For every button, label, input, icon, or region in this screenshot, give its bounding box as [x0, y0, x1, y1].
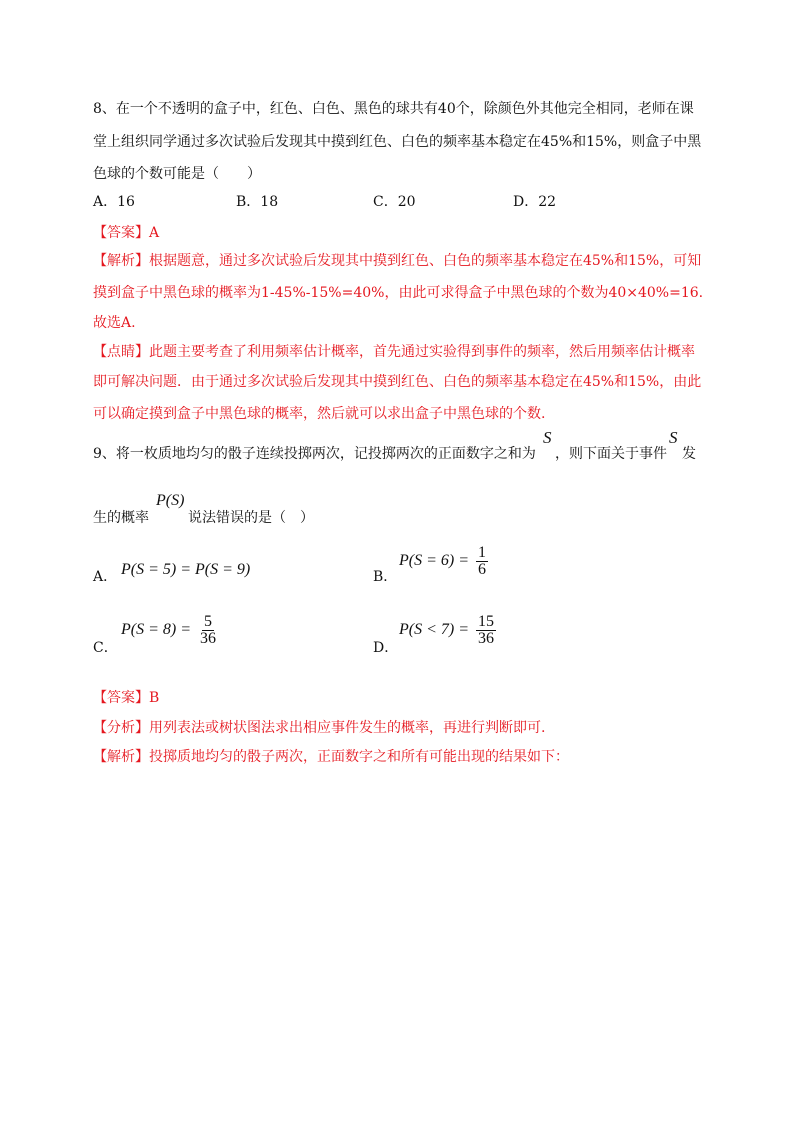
q9-option-c-lhs: P(S = 8) = — [121, 621, 192, 639]
q9-var-s-2: S — [669, 428, 678, 447]
q9-option-c-denominator: 36 — [200, 630, 217, 647]
q9-option-d-label: D． — [373, 640, 399, 656]
q9-option-b-fraction — [476, 545, 488, 578]
q9-stem-line2a: 生的概率 — [93, 510, 149, 526]
q8-stem-line2: 堂上组织同学通过多次试验后发现其中摸到红色、白色的频率基本稳定在45%和15%，则盒子中黑 — [93, 134, 702, 150]
q9-jiexi: 【解析】投掷质地均匀的骰子两次，正面数字之和所有可能出现的结果如下： — [93, 749, 569, 765]
q9-option-a-label: A． — [93, 569, 118, 585]
q9-option-b-formula — [399, 545, 488, 578]
q8-comment-line1: 【点睛】此题主要考查了利用频率估计概率，首先通过实验得到事件的频率，然后用频率估计概率 — [93, 344, 695, 360]
q9-option-d-numerator: 15 — [478, 613, 495, 630]
q8-option-d: D．22 — [513, 194, 557, 210]
q9-option-b-numerator: 1 — [478, 544, 487, 561]
q8-stem-line3: 色球的个数可能是（ ） — [93, 166, 261, 182]
q9-stem-line1a: 9、将一枚质地均匀的骰子连续投掷两次，记投掷两次的正面数字之和为 — [93, 446, 536, 462]
q9-option-b-label: B． — [373, 569, 398, 585]
q8-analysis-line2: 摸到盒子中黑色球的概率为1-45%-15%=40%，由此可求得盒子中黑色球的个数为40×40%=16. — [93, 285, 704, 301]
q9-option-b-denominator: 6 — [478, 561, 487, 578]
q9-option-c-label: C． — [93, 640, 118, 656]
q9-var-s-1: S — [543, 428, 552, 447]
q8-option-b: B．18 — [236, 194, 279, 210]
q8-analysis-line3: 故选A. — [93, 315, 136, 331]
q8-answer: 【答案】A — [93, 225, 160, 241]
q8-comment-line3: 可以确定摸到盒子中黑色球的概率，然后就可以求出盒子中黑色球的个数. — [93, 406, 546, 422]
q9-option-d-denominator: 36 — [478, 630, 495, 647]
q8-comment-line2: 即可解决问题．由于通过多次试验后发现其中摸到红色、白色的频率基本稳定在45%和15%，由此 — [93, 374, 702, 390]
q9-option-c-formula — [121, 614, 218, 647]
q8-option-a: A．16 — [93, 194, 135, 210]
q8-stem-line1: 8、在一个不透明的盒子中，红色、白色、黑色的球共有40个，除颜色外其他完全相同，老师在课 — [93, 101, 694, 117]
q9-option-d-lhs: P(S < 7) = — [399, 621, 470, 639]
q9-answer: 【答案】B — [93, 690, 160, 706]
q9-option-c-numerator: 5 — [204, 613, 213, 630]
q9-stem-line2b: 说法错误的是（ ） — [188, 510, 314, 526]
q8-option-c: C．20 — [373, 194, 416, 210]
q9-option-b-lhs: P(S = 6) = — [399, 552, 470, 570]
q8-analysis-line1: 【解析】根据题意，通过多次试验后发现其中摸到红色、白色的频率基本稳定在45%和15%，可知 — [93, 253, 702, 269]
q9-fenxi: 【分析】用列表法或树状图法求出相应事件发生的概率，再进行判断即可. — [93, 720, 546, 736]
q9-option-a-formula: P(S = 5) = P(S = 9) — [121, 561, 251, 578]
q9-option-d-formula — [399, 614, 496, 647]
q9-option-c-fraction — [198, 614, 218, 647]
q9-stem-line1b: ，则下面关于事件 — [555, 446, 667, 462]
q9-option-d-fraction — [476, 614, 496, 647]
q9-stem-line1c: 发 — [682, 446, 696, 462]
q9-ps: P(S) — [156, 492, 185, 509]
